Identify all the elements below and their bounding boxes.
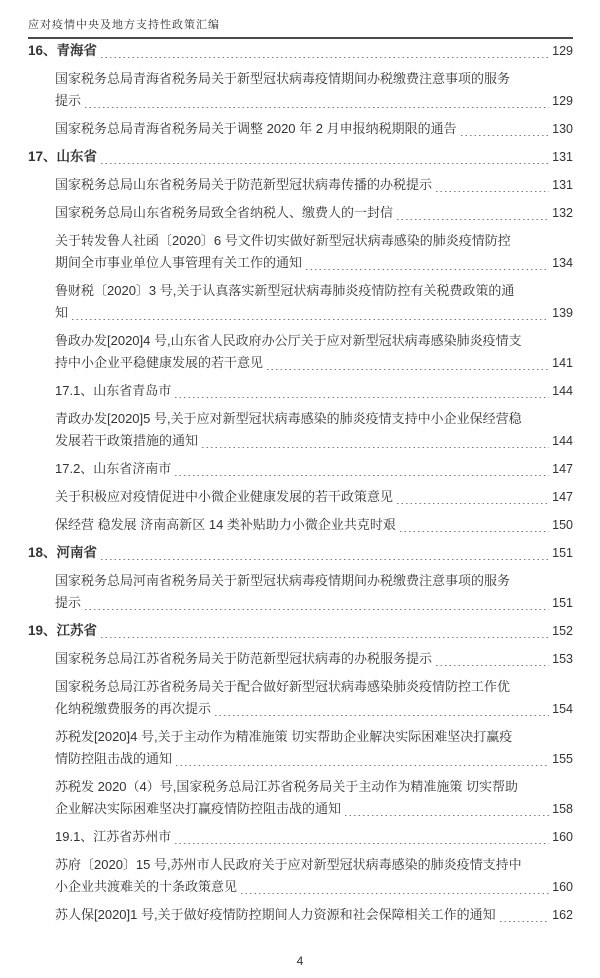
toc-line: [28, 876, 573, 898]
dot-leader: [215, 715, 549, 717]
toc-text: 17.1、山东省青岛市: [55, 383, 172, 398]
toc-line: [28, 676, 573, 698]
toc-item: [28, 676, 573, 720]
dot-leader: [397, 219, 549, 221]
dot-leader: [345, 815, 549, 817]
page-ref: 154: [552, 702, 573, 716]
page-ref: 141: [552, 356, 573, 370]
toc-text: 国家税务总局江苏省税务局关于防范新型冠状病毒的办税服务提示: [55, 651, 433, 666]
toc-line: [28, 620, 573, 642]
toc-text: 鲁财税〔2020〕3 号,关于认真落实新型冠状病毒肺炎疫情防控有关税费政策的通: [55, 283, 515, 298]
toc-line: [28, 748, 573, 770]
page-ref: 129: [552, 44, 573, 58]
page-ref: 150: [552, 518, 573, 532]
toc-text: 提示: [55, 595, 82, 610]
toc-line: [28, 352, 573, 374]
toc-line: [28, 542, 573, 564]
toc-line: [28, 302, 573, 324]
dot-leader: [101, 57, 549, 59]
page-ref: 151: [552, 596, 573, 610]
page-ref: 160: [552, 880, 573, 894]
toc-text: 化纳税缴费服务的再次提示: [55, 701, 212, 716]
toc-line: [28, 698, 573, 720]
toc-text: 17.2、山东省济南市: [55, 461, 172, 476]
toc-line: [28, 726, 573, 748]
dot-leader: [241, 893, 549, 895]
toc-line: [28, 798, 573, 820]
toc-text: 苏税发 2020（4）号,国家税务总局江苏省税务局关于主动作为精准施策 切实帮助: [55, 779, 518, 794]
toc-text: 苏府〔2020〕15 号,苏州市人民政府关于应对新型冠状病毒感染的肺炎疫情支持中: [55, 857, 522, 872]
page-ref: 160: [552, 830, 573, 844]
page-ref: 132: [552, 206, 573, 220]
page-ref: 129: [552, 94, 573, 108]
dot-leader: [461, 135, 550, 137]
toc-line: [28, 592, 573, 614]
toc-line: [28, 648, 573, 670]
toc-item: [28, 68, 573, 112]
toc-text: 国家税务总局青海省税务局关于调整 2020 年 2 月申报纳税期限的通告: [55, 121, 457, 136]
toc-item: [28, 230, 573, 274]
toc-text: 苏税发[2020]4 号,关于主动作为精准施策 切实帮助企业解决实际困难坚决打赢疫: [55, 729, 513, 744]
toc-text: 国家税务总局山东省税务局关于防范新型冠状病毒传播的办税提示: [55, 177, 433, 192]
toc-line: [28, 514, 573, 536]
toc-text: 提示: [55, 93, 82, 108]
dot-leader: [175, 475, 549, 477]
toc-text: 鲁政办发[2020]4 号,山东省人民政府办公厅关于应对新型冠状病毒感染肺炎疫情支: [55, 333, 522, 348]
dot-leader: [500, 921, 550, 923]
page-ref: 147: [552, 490, 573, 504]
toc-line: [28, 486, 573, 508]
dot-leader: [175, 397, 549, 399]
page-ref: 144: [552, 384, 573, 398]
dot-leader: [202, 447, 549, 449]
toc-line: [28, 776, 573, 798]
dot-leader: [72, 319, 549, 321]
toc-item: [28, 146, 573, 168]
toc-item: [28, 620, 573, 642]
toc-text: 企业解决实际困难坚决打赢疫情防控阻击战的通知: [55, 801, 342, 816]
dot-leader: [397, 503, 549, 505]
toc-text: 发展若干政策措施的通知: [55, 433, 199, 448]
header-title: 应对疫情中央及地方支持性政策汇编: [28, 19, 220, 31]
page-ref: 151: [552, 546, 573, 560]
toc-line: [28, 230, 573, 252]
toc-item: [28, 380, 573, 402]
toc-item: [28, 40, 573, 62]
toc-item: [28, 904, 573, 926]
dot-leader: [436, 665, 549, 667]
toc-line: [28, 570, 573, 592]
toc-line: [28, 854, 573, 876]
toc-item: [28, 486, 573, 508]
toc-item: [28, 726, 573, 770]
page-number: 4: [296, 954, 304, 968]
toc-text: 情防控阻击战的通知: [55, 751, 173, 766]
page-ref: 158: [552, 802, 573, 816]
toc-line: [28, 202, 573, 224]
toc-line: [28, 280, 573, 302]
dot-leader: [267, 369, 549, 371]
toc-line: [28, 40, 573, 62]
dot-leader: [101, 637, 549, 639]
toc-text: 关于积极应对疫情促进中小微企业健康发展的若干政策意见: [55, 489, 394, 504]
toc-item: [28, 514, 573, 536]
dot-leader: [176, 765, 549, 767]
toc-item: [28, 542, 573, 564]
toc-text: 苏人保[2020]1 号,关于做好疫情防控期间人力资源和社会保障相关工作的通知: [55, 907, 496, 922]
page-header: [28, 15, 573, 39]
toc-item: [28, 118, 573, 140]
dot-leader: [101, 163, 549, 165]
toc-line: [28, 330, 573, 352]
page-ref: 139: [552, 306, 573, 320]
toc-line: [28, 118, 573, 140]
toc-item: [28, 458, 573, 480]
toc-item: [28, 408, 573, 452]
toc-line: [28, 146, 573, 168]
toc-item: [28, 648, 573, 670]
toc-text: 持中小企业平稳健康发展的若干意见: [55, 355, 264, 370]
toc-line: [28, 380, 573, 402]
toc-line: [28, 174, 573, 196]
toc-item: [28, 826, 573, 848]
toc-line: [28, 408, 573, 430]
dot-leader: [436, 191, 549, 193]
dot-leader: [101, 559, 549, 561]
toc-line: [28, 68, 573, 90]
toc-item: [28, 280, 573, 324]
page-ref: 153: [552, 652, 573, 666]
toc-text: 19、江苏省: [28, 623, 98, 638]
toc-text: 17、山东省: [28, 149, 98, 164]
toc-text: 保经营 稳发展 济南高新区 14 类补贴助力小微企业共克时艰: [55, 517, 396, 532]
dot-leader: [400, 531, 549, 533]
page-ref: 155: [552, 752, 573, 766]
toc-item: [28, 854, 573, 898]
toc-line: [28, 90, 573, 112]
toc-item: [28, 202, 573, 224]
toc-text: 16、青海省: [28, 43, 98, 58]
toc-text: 关于转发鲁人社函〔2020〕6 号文件切实做好新型冠状病毒感染的肺炎疫情防控: [55, 233, 511, 248]
dot-leader: [306, 269, 549, 271]
toc-text: 18、河南省: [28, 545, 98, 560]
toc-text: 19.1、江苏省苏州市: [55, 829, 172, 844]
dot-leader: [175, 843, 549, 845]
page-ref: 134: [552, 256, 573, 270]
toc-text: 国家税务总局河南省税务局关于新型冠状病毒疫情期间办税缴费注意事项的服务: [55, 573, 511, 588]
toc-list: [28, 40, 573, 932]
page-ref: 144: [552, 434, 573, 448]
page-ref: 162: [552, 908, 573, 922]
page-footer: [0, 954, 600, 968]
dot-leader: [85, 609, 549, 611]
toc-line: [28, 430, 573, 452]
toc-line: [28, 904, 573, 926]
page-ref: 130: [552, 122, 573, 136]
page-ref: 152: [552, 624, 573, 638]
page-ref: 131: [552, 178, 573, 192]
toc-text: 期间全市事业单位人事管理有关工作的通知: [55, 255, 303, 270]
toc-text: 知: [55, 305, 69, 320]
page-ref: 147: [552, 462, 573, 476]
toc-item: [28, 570, 573, 614]
toc-text: 青政办发[2020]5 号,关于应对新型冠状病毒感染的肺炎疫情支持中小企业保经营稳: [55, 411, 522, 426]
toc-item: [28, 776, 573, 820]
page-ref: 131: [552, 150, 573, 164]
toc-line: [28, 826, 573, 848]
toc-text: 国家税务总局山东省税务局致全省纳税人、缴费人的一封信: [55, 205, 394, 220]
toc-line: [28, 252, 573, 274]
toc-text: 国家税务总局江苏省税务局关于配合做好新型冠状病毒感染肺炎疫情防控工作优: [55, 679, 511, 694]
dot-leader: [85, 107, 549, 109]
toc-item: [28, 330, 573, 374]
toc-line: [28, 458, 573, 480]
toc-item: [28, 174, 573, 196]
toc-text: 小企业共渡难关的十条政策意见: [55, 879, 238, 894]
toc-text: 国家税务总局青海省税务局关于新型冠状病毒疫情期间办税缴费注意事项的服务: [55, 71, 511, 86]
